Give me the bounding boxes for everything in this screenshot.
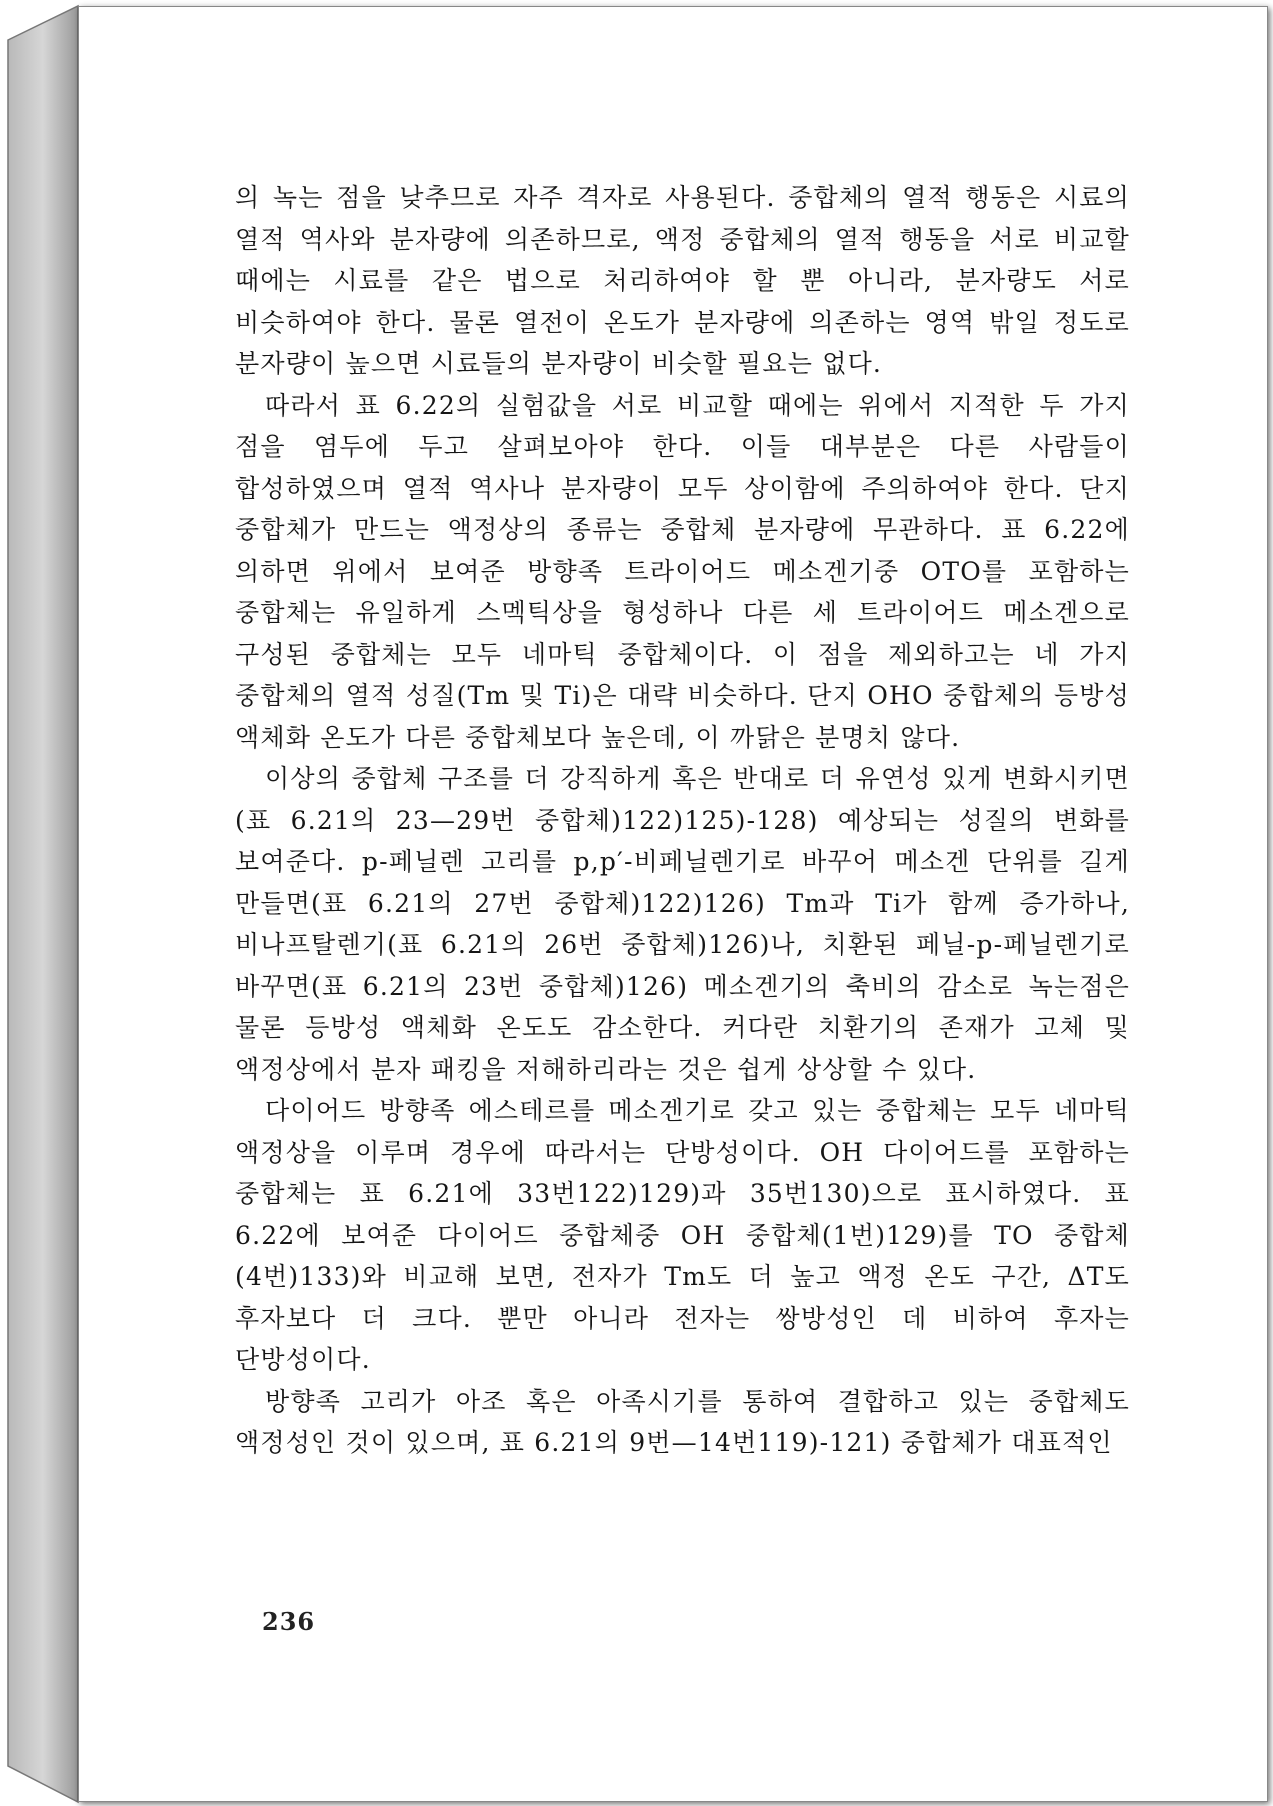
paragraph-3: 이상의 중합체 구조를 더 강직하게 혹은 반대로 더 유연성 있게 변화시키면(표 6.21의 23—29번 중합체)122)125)-128) 예상되는 성질의 변화를 보여준다. p-페닐렌 고리를 p,p′-비페닐렌기로 바꾸어 메소겐 단위를 길게 만들면(표 6.21의 27번 중합체)122)126) Tm과 Ti가 함께 증가하나, 비나프탈렌기(표 6.21의 26번 중합체)126)나, 치환된 페닐-p-페닐렌기로 바꾸면(표 6.21의 23번 중합체)126) 메소겐기의 축비의 감소로 녹는점은 물론 등방성 액체화 온도도 감소한다. 커다란 치환기의 존재가 고체 및 액정상에서 분자 패킹을 저해하리라는 것은 쉽게 상상할 수 있다. — [235, 764, 1130, 1084]
paragraph-2: 따라서 표 6.22의 실험값을 서로 비교할 때에는 위에서 지적한 두 가지 점을 염두에 두고 살펴보아야 한다. 이들 대부분은 다른 사람들이 합성하였으며 열적 역사나 분자량이 모두 상이함에 주의하여야 한다. 단지 중합체가 만드는 액정상의 종류는 중합체 분자량에 무관하다. 표 6.22에 의하면 위에서 보여준 방향족 트라이어드 메소겐기중 OTO를 포함하는 중합체는 유일하게 스멕틱상을 형성하나 다른 세 트라이어드 메소겐으로 구성된 중합체는 모두 네마틱 중합체이다. 이 점을 제외하고는 네 가지 중합체의 열적 성질(Tm 및 Ti)은 대략 비슷하다. 단지 OHO 중합체의 등방성 액체화 온도가 다른 중합체보다 높은데, 이 까닭은 분명치 않다. — [235, 390, 1130, 752]
document-body — [235, 177, 1130, 1464]
paragraph-4: 다이어드 방향족 에스테르를 메소겐기로 갖고 있는 중합체는 모두 네마틱 액정상을 이루며 경우에 따라서는 단방성이다. OH 다이어드를 포함하는 중합체는 표 6.21에 33번122)129)과 35번130)으로 표시하였다. 표 6.22에 보여준 다이어드 중합체중 OH 중합체(1번)129)를 TO 중합체(4번)133)와 비교해 보면, 전자가 Tm도 더 높고 액정 온도 구간, ΔT도 후자보다 더 크다. 뿐만 아니라 전자는 쌍방성인 데 비하여 후자는 단방성이다. — [235, 1096, 1130, 1374]
paragraph-1: 의 녹는 점을 낮추므로 자주 격자로 사용된다. 중합체의 열적 행동은 시료의 열적 역사와 분자량에 의존하므로, 액정 중합체의 열적 행동을 서로 비교할 때에는 시료를 같은 법으로 처리하여야 할 뿐 아니라, 분자량도 서로 비슷하여야 한다. 물론 열전이 온도가 분자량에 의존하는 영역 밖일 정도로 분자량이 높으면 시료들의 분자량이 비슷할 필요는 없다. — [235, 183, 1130, 378]
page-number: 236 — [262, 1607, 316, 1636]
paragraph-5: 방향족 고리가 아조 혹은 아족시기를 통하여 결합하고 있는 중합체도 액정성인 것이 있으며, 표 6.21의 9번—14번119)-121) 중합체가 대표적인 — [235, 1386, 1130, 1457]
